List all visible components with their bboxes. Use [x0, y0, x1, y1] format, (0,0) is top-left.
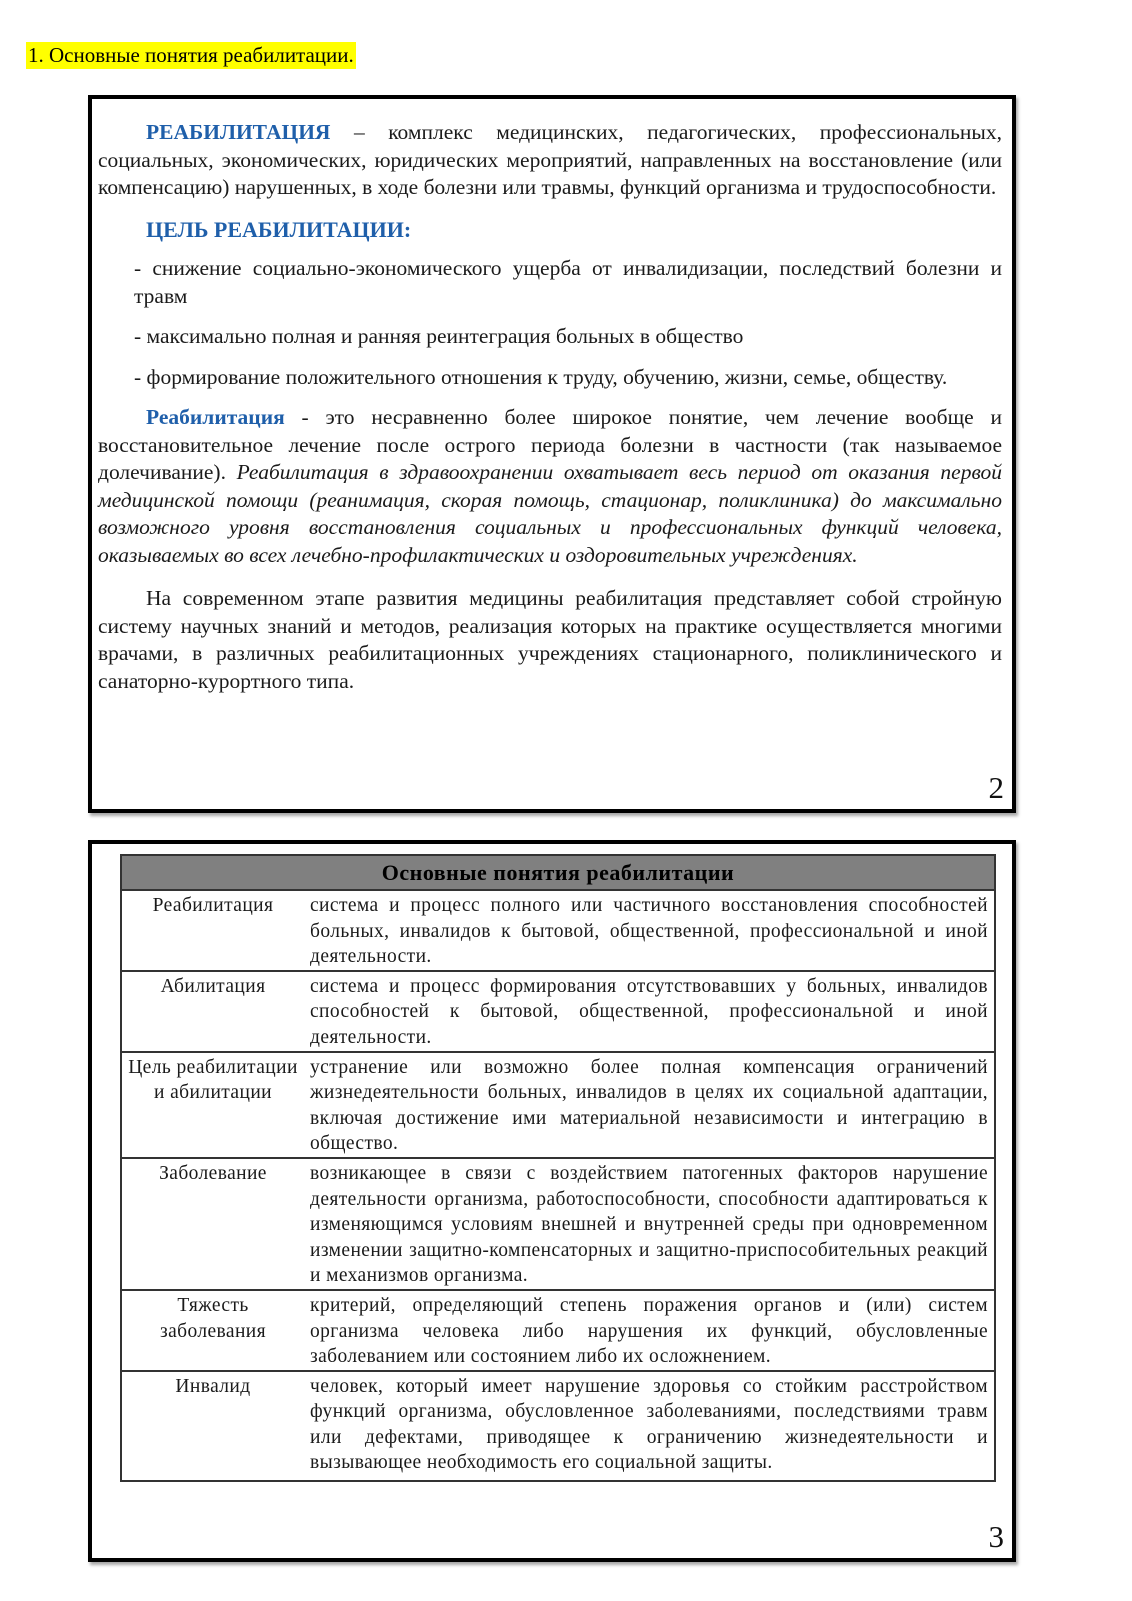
- scope-term: Реабилитация: [146, 405, 285, 429]
- definition-cell: человек, который имеет нарушение здоровья со стойким расстройством функций организма, обусловленное заболеваниями, последствиями травм или дефектами, приводящее к ограничению жизнедеятельности и вызывающее необходимость его социальной защиты.: [304, 1371, 995, 1481]
- scope-italic-text: Реабилитация в здравоохранении охватывает весь период от оказания первой медицинской помощи (реанимация, скорая помощь, стационар, поликлиника) до максимально возможного уровня восстановления социальных и профессиональных функций человека, оказываемых во всех лечебно-профилактических и оздоровительных учреждениях.: [98, 460, 1002, 567]
- definition-term: РЕАБИЛИТАЦИЯ: [146, 120, 331, 144]
- definition-text: – комплекс медицинских, педагогических, профессиональных, социальных, экономических, юридических мероприятий, направленных на восстановление (или компенсацию) нарушенных, в ходе болезни или травмы, функций организма и трудоспособности.: [98, 120, 1002, 199]
- table-row: [121, 1052, 995, 1158]
- goal-item: - максимально полная и ранняя реинтеграция больных в общество: [134, 324, 744, 348]
- goal-item: - формирование положительного отношения к труду, обучению, жизни, семье, обществу.: [134, 364, 948, 389]
- table-row: [121, 1371, 995, 1481]
- table-row: [121, 971, 995, 1052]
- term-cell: Инвалид: [121, 1371, 304, 1481]
- term-cell: Реабилитация: [121, 890, 304, 971]
- term-cell: Тяжесть заболевания: [121, 1290, 304, 1371]
- term-cell: Заболевание: [121, 1158, 304, 1290]
- term-cell: Цель реабилитации и абилитации: [121, 1052, 304, 1158]
- slide-rehabilitation-definition: [88, 95, 1016, 813]
- slide-number: 3: [988, 1519, 1004, 1554]
- slide-concepts-table: [88, 840, 1016, 1562]
- slide-number: 2: [988, 770, 1004, 805]
- modern-stage-paragraph: На современном этапе развития медицины реабилитация представляет собой стройную систему научных знаний и методов, реализация которых на практике осуществляется многими врачами, в различных реабилитационных учреждениях стационарного, поликлинического и санаторно-курортного типа.: [98, 586, 1002, 693]
- goal-item: - снижение социально-экономического ущерба от инвалидизации, последствий болезни и травм: [134, 256, 1002, 308]
- document-heading: 1. Основные понятия реабилитации.: [28, 43, 354, 67]
- definition-cell: критерий, определяющий степень поражения органов и (или) систем организма человека либо нарушения их функций, обусловленные заболеванием или состоянием либо их осложнением.: [304, 1290, 995, 1371]
- goal-title: ЦЕЛЬ РЕАБИЛИТАЦИИ:: [146, 216, 412, 242]
- table-row: [121, 890, 995, 971]
- term-cell: Абилитация: [121, 971, 304, 1052]
- definition-cell: устранение или возможно более полная компенсация ограничений жизнедеятельности больных, инвалидов в целях их социальной адаптации, включая достижение ими материальной независимости и интеграцию в общество.: [304, 1052, 995, 1158]
- table-header-row: [121, 855, 995, 890]
- slide-body: [98, 119, 1002, 695]
- scope-text: - это несравненно более широкое понятие, чем лечение вообще и восстановительное лечение после острого периода болезни в частности (так называемое долечивание).: [98, 405, 1002, 484]
- table-row: [121, 1290, 995, 1371]
- definition-paragraph: [98, 119, 1002, 202]
- definition-cell: система и процесс полного или частичного восстановления способностей больных, инвалидов к бытовой, общественной, профессиональной и иной деятельности.: [304, 890, 995, 971]
- scope-paragraph: [98, 404, 1002, 569]
- concepts-table: [120, 854, 996, 1482]
- table-row: [121, 1158, 995, 1290]
- definition-cell: возникающее в связи с воздействием патогенных факторов нарушение деятельности организма, работоспособности, способности адаптироваться к изменяющимся условиям внешней и внутренней среды при одновременном изменении защитно-компенсаторных и защитно-приспособительных реакций и механизмов организма.: [304, 1158, 995, 1290]
- definition-cell: система и процесс формирования отсутствовавших у больных, инвалидов способностей к бытовой, общественной, профессиональной и иной деятельности.: [304, 971, 995, 1052]
- table-title: Основные понятия реабилитации: [121, 855, 995, 890]
